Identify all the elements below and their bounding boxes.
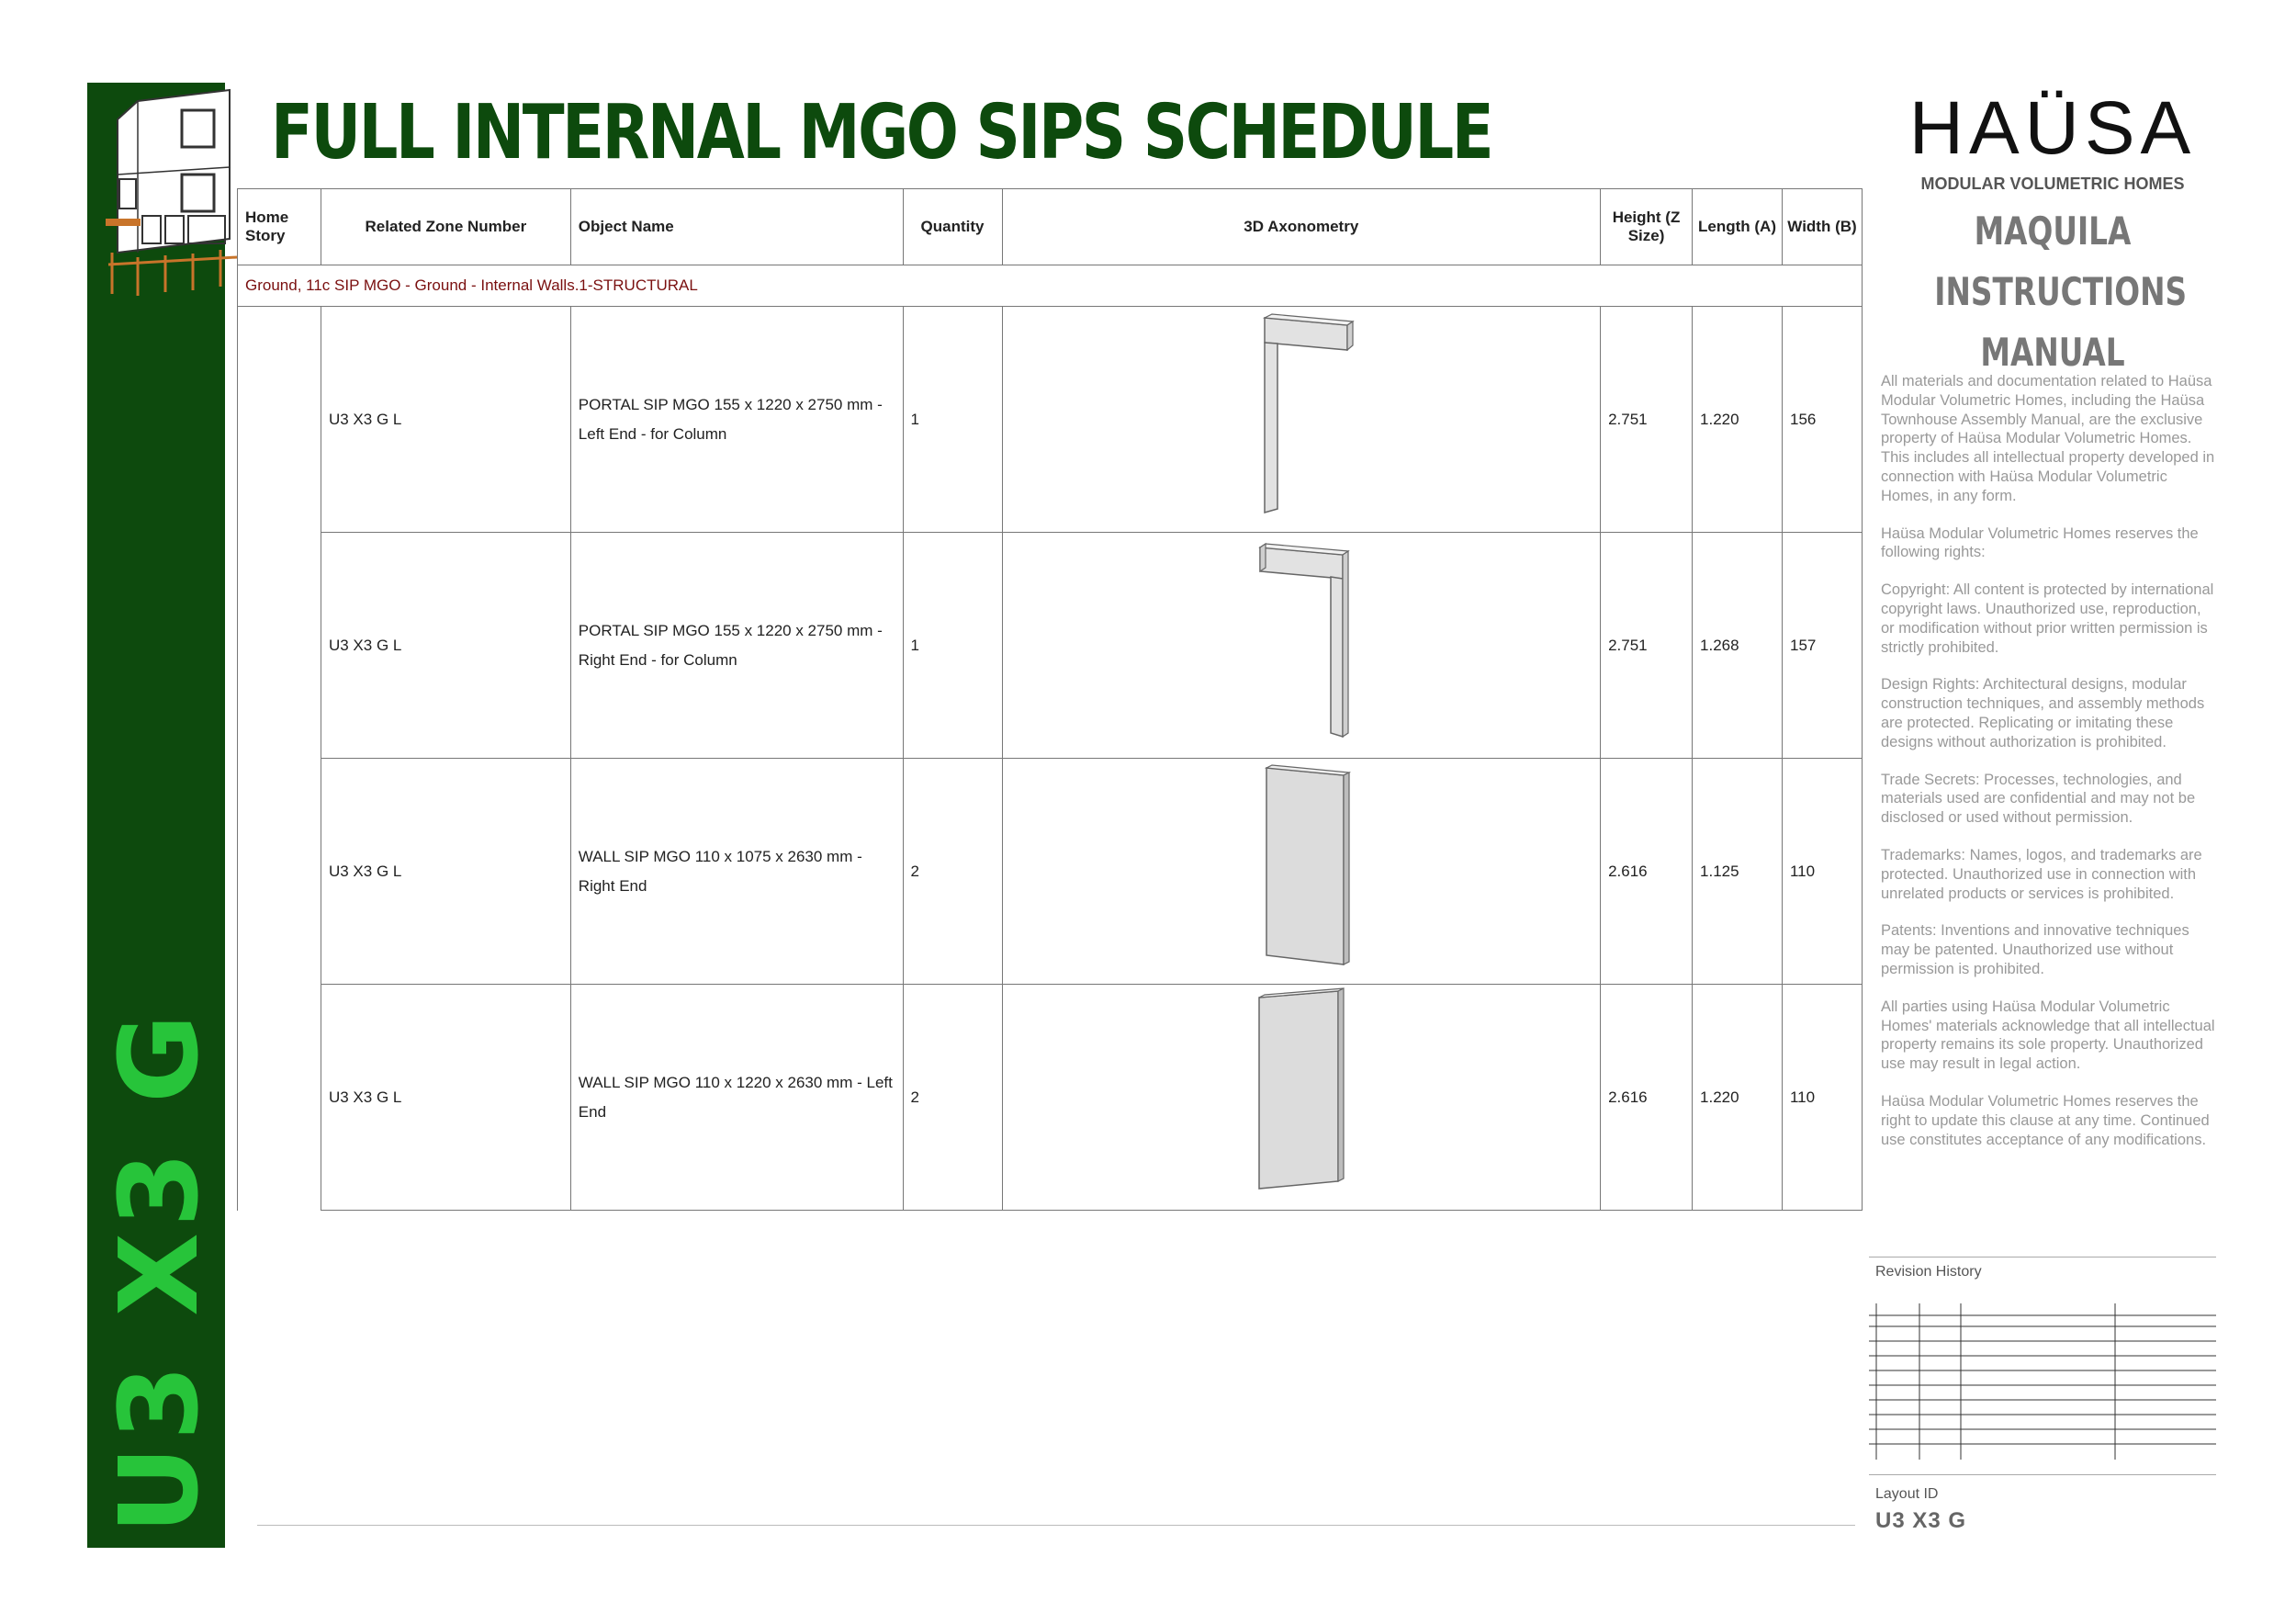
manual-title-line: INSTRUCTIONS: [1934, 269, 2188, 314]
wall-panel-axo-icon: [1246, 761, 1356, 972]
axonometry-cell: [1002, 533, 1601, 759]
header-width: Width (B): [1782, 189, 1862, 265]
manual-title-line: MAQUILA: [1974, 209, 2132, 254]
layout-vertical-label: U3 X3 G: [96, 1008, 222, 1534]
zone-cell: U3 X3 G L: [321, 985, 570, 1211]
page-title: FULL INTERNAL MGO SIPS SCHEDULE: [271, 89, 1492, 176]
legal-paragraph: Trademarks: Names, logos, and trademarks are protected. Unauthorized use in connection with unrelated products or services is prohibited.: [1881, 846, 2202, 902]
bottom-divider: [257, 1525, 1855, 1526]
legal-paragraph: All parties using Haüsa Modular Volumetric Homes' materials acknowledge that all intellectual property remains its sole property. Unauthorized use may result in legal action.: [1881, 998, 2215, 1073]
header-axonometry: 3D Axonometry: [1002, 189, 1601, 265]
wall-panel-axo-icon: [1246, 987, 1356, 1198]
length-cell: 1.125: [1693, 759, 1783, 985]
revision-history: [1869, 1257, 2216, 1469]
object-name-cell: WALL SIP MGO 110 x 1075 x 2630 mm - Right End: [570, 759, 903, 985]
legal-paragraph: Trade Secrets: Processes, technologies, and materials used are confidential and may not be disclosed or used without permission.: [1881, 771, 2196, 827]
legal-paragraph: Haüsa Modular Volumetric Homes reserves the right to update this clause at any time. Continued use constitutes acceptance of any modifications.: [1881, 1092, 2210, 1148]
height-cell: 2.751: [1601, 307, 1693, 533]
brand-block: [1901, 83, 2204, 383]
header-length: Length (A): [1693, 189, 1783, 265]
layout-id-value: U3 X3 G: [1875, 1508, 1967, 1533]
manual-title-line: MANUAL: [1980, 330, 2125, 375]
width-cell: 156: [1782, 307, 1862, 533]
legal-paragraph: Design Rights: Architectural designs, modular construction techniques, and assembly methods are protected. Replicating or imitating these designs without authorization is prohibited.: [1881, 676, 2205, 750]
table-row: [238, 307, 1863, 533]
table-header-row: [238, 189, 1863, 265]
legal-paragraph: Haüsa Modular Volumetric Homes reserves the following rights:: [1881, 524, 2199, 561]
group-label: Ground, 11c SIP MGO - Ground - Internal Walls.1-STRUCTURAL: [238, 265, 1863, 307]
revision-history-label: Revision History: [1875, 1264, 1982, 1280]
length-cell: 1.220: [1693, 307, 1783, 533]
manual-title: [1934, 201, 2188, 383]
sips-schedule-table: [237, 188, 1863, 1211]
legal-paragraph: Copyright: All content is protected by international copyright laws. Unauthorized use, reproduction, or modification without prior written permission is strictly prohibited.: [1881, 581, 2214, 656]
zone-cell: U3 X3 G L: [321, 533, 570, 759]
height-cell: 2.751: [1601, 533, 1693, 759]
header-quantity: Quantity: [903, 189, 1002, 265]
quantity-cell: 1: [903, 533, 1002, 759]
length-cell: 1.220: [1693, 985, 1783, 1211]
width-cell: 110: [1782, 985, 1862, 1211]
axonometry-cell: [1002, 759, 1601, 985]
quantity-cell: 1: [903, 307, 1002, 533]
axonometry-cell: [1002, 307, 1601, 533]
legal-notice: [1881, 372, 2216, 1167]
zone-cell: U3 X3 G L: [321, 759, 570, 985]
header-home-story: Home Story: [238, 189, 321, 265]
object-name-cell: PORTAL SIP MGO 155 x 1220 x 2750 mm - Right End - for Column: [570, 533, 903, 759]
house-sketch-icon: [101, 83, 239, 312]
group-row: [238, 265, 1863, 307]
table-row: [238, 533, 1863, 759]
layout-id-label: Layout ID: [1875, 1486, 1939, 1502]
header-height: Height (Z Size): [1601, 189, 1693, 265]
table-row: [238, 985, 1863, 1211]
hausa-logo: HAÜSA: [1908, 86, 2197, 170]
brand-tagline: MODULAR VOLUMETRIC HOMES: [1920, 175, 2185, 193]
width-cell: 157: [1782, 533, 1862, 759]
object-name-cell: WALL SIP MGO 110 x 1220 x 2630 mm - Left End: [570, 985, 903, 1211]
layout-id-block: [1869, 1474, 2216, 1534]
table-row: [238, 759, 1863, 985]
home-story-cell: [238, 307, 321, 1211]
revision-history-grid: [1869, 1280, 2216, 1464]
width-cell: 110: [1782, 759, 1862, 985]
quantity-cell: 2: [903, 759, 1002, 985]
height-cell: 2.616: [1601, 985, 1693, 1211]
zone-cell: U3 X3 G L: [321, 307, 570, 533]
length-cell: 1.268: [1693, 533, 1783, 759]
object-name-cell: PORTAL SIP MGO 155 x 1220 x 2750 mm - Left End - for Column: [570, 307, 903, 533]
height-cell: 2.616: [1601, 759, 1693, 985]
header-zone: Related Zone Number: [321, 189, 570, 265]
portal-right-axo-icon: [1246, 535, 1356, 746]
legal-paragraph: All materials and documentation related to Haüsa Modular Volumetric Homes, including the Haüsa Townhouse Assembly Manual, are the exclusive property of Haüsa Modular Volumetric Homes. This includes all intellectual property developed in connection with Haüsa Modular Volumetric Homes, in any form.: [1881, 373, 2215, 504]
portal-left-axo-icon: [1246, 309, 1356, 520]
quantity-cell: 2: [903, 985, 1002, 1211]
axonometry-cell: [1002, 985, 1601, 1211]
header-object-name: Object Name: [570, 189, 903, 265]
legal-paragraph: Patents: Inventions and innovative techniques may be patented. Unauthorized use without permission is prohibited.: [1881, 922, 2189, 977]
